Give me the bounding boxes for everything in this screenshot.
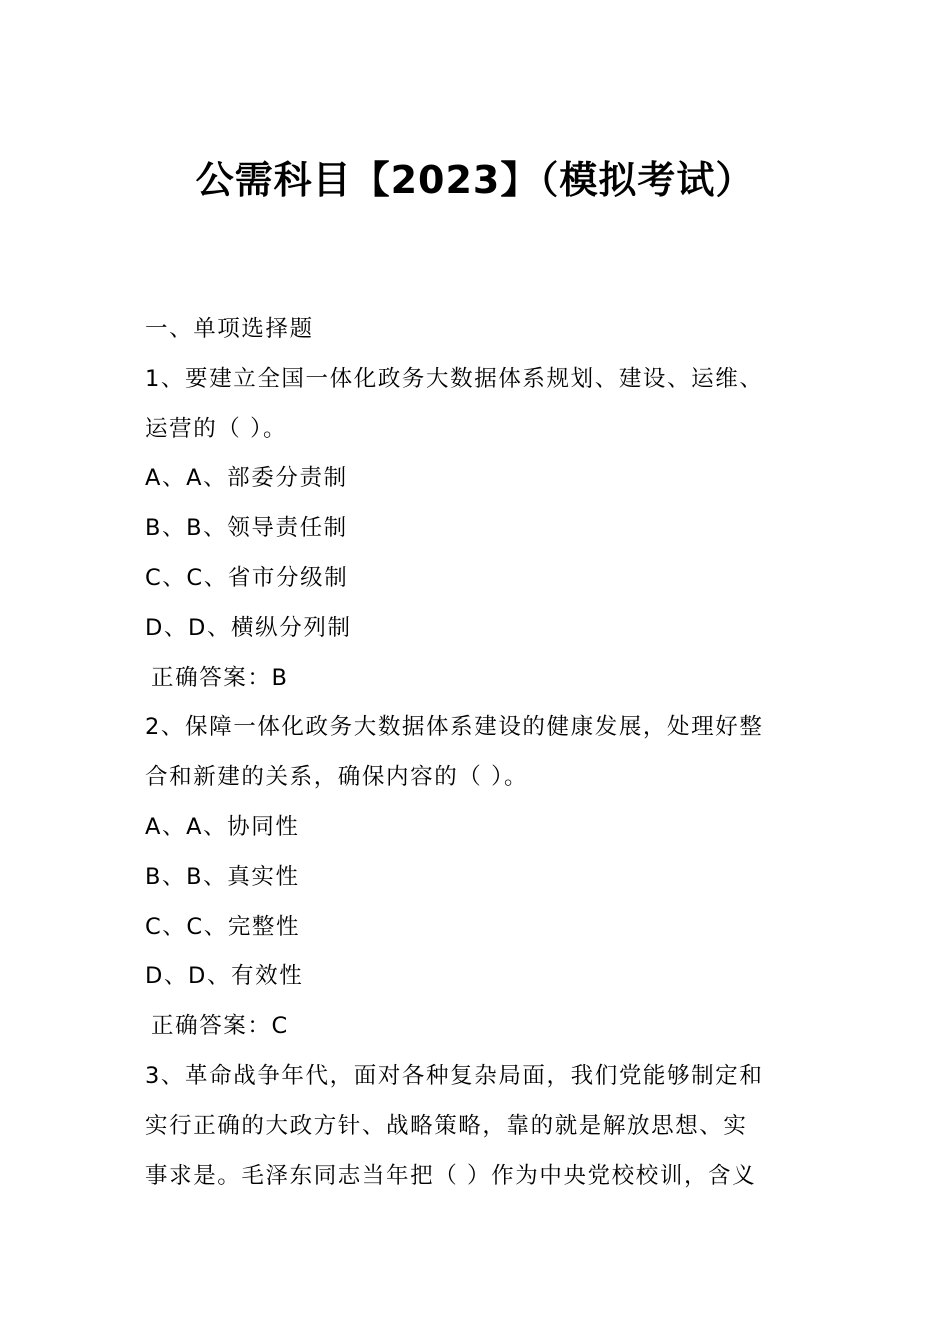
document-title: 公需科目【2023】（模拟考试） <box>195 158 755 202</box>
correct-answer: 正确答案：C <box>151 1013 289 1040</box>
option-d: D、D、横纵分列制 <box>145 614 352 641</box>
option-c: C、C、省市分级制 <box>145 564 349 591</box>
question-1 <box>145 355 807 704</box>
correct-answer: 正确答案：B <box>151 664 289 691</box>
question-stem-line: 3、革命战争年代，面对各种复杂局面，我们党能够制定和 <box>145 1062 764 1089</box>
option-d: D、D、有效性 <box>145 963 304 990</box>
question-stem-line: 合和新建的关系，确保内容的（ ）。 <box>145 764 529 791</box>
question-2 <box>145 703 807 1052</box>
question-stem-line: 实行正确的大政方针、战略策略，靠的就是解放思想、实 <box>145 1112 748 1139</box>
option-a: A、A、部委分责制 <box>145 465 348 492</box>
option-a: A、A、协同性 <box>145 813 300 840</box>
option-b: B、B、真实性 <box>145 863 300 890</box>
section-heading: 一、单项选择题 <box>145 316 314 342</box>
option-c: C、C、完整性 <box>145 913 301 940</box>
document-body <box>145 305 807 1201</box>
question-3 <box>145 1052 807 1201</box>
question-stem-line: 2、保障一体化政务大数据体系建设的健康发展，处理好整 <box>145 714 764 741</box>
option-b: B、B、领导责任制 <box>145 515 348 542</box>
question-stem-line: 事求是。毛泽东同志当年把（ ）作为中央党校校训，含义 <box>145 1162 757 1189</box>
question-stem-line: 运营的（ ）。 <box>145 415 288 442</box>
question-stem-line: 1、要建立全国一体化政务大数据体系规划、建设、运维、 <box>145 365 764 392</box>
